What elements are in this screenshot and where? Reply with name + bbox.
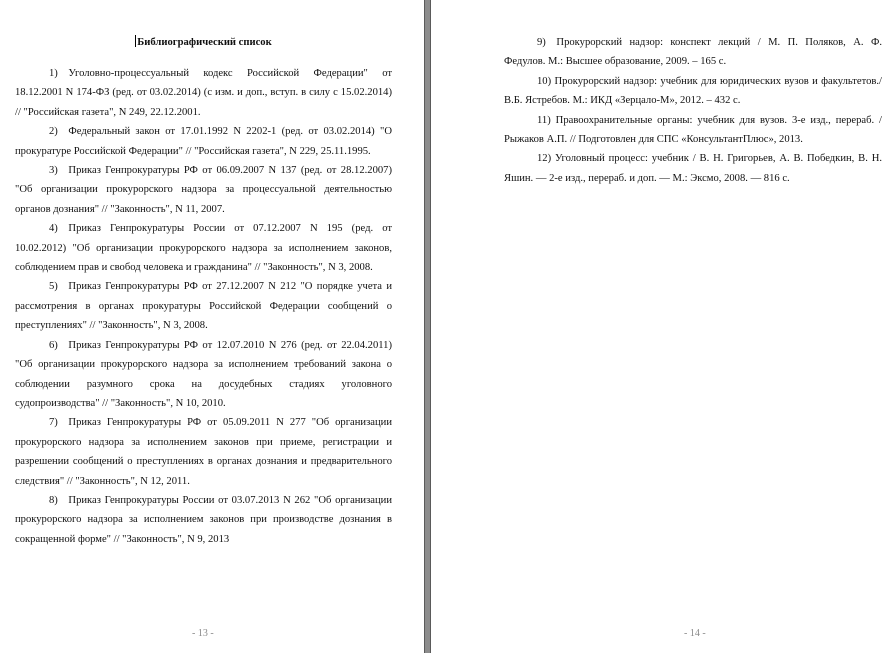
bibliography-entry-3: 3) Приказ Генпрокуратуры РФ от 06.09.2007 N 137 (ред. от 28.12.2007) "Об организации прокурорского надзора за процессуальной деятельностью органов дознания" // "Законность", N 11, 2007. [15,165,392,215]
bibliography-entry-4: 4) Приказ Генпрокуратуры России от 07.12.2007 N 195 (ред. от 10.02.2012) "Об организации прокурорского надзора за исполнением законов, соблюдением прав и свобод человека и гражданина" // "Законность", N 3, 2008. [15,223,392,274]
bibliography-entry-10: 10) Прокурорский надзор: учебник для юридических вузов и факультетов./ В.Б. Ястребов. М.: ИКД «Зерцало-М», 2012. – 432 с. [504,75,882,107]
page-number-14: - 14 - [684,628,706,639]
bibliography-entry-5: 5) Приказ Генпрокуратуры РФ от 27.12.2007 N 212 "О порядке учета и рассмотрения в органах прокуратуры Российской Федерации сообщений о преступлениях" // "Законность", N 3, 2008. [15,281,392,332]
page-gap-divider [424,0,431,653]
bibliography-entry-8: 8) Приказ Генпрокуратуры России от 03.07.2013 N 262 "Об организации прокурорского надзора за исполнением законов при производстве дознания в сокращенной форме" // "Законность", N 9, 2013 [15,494,392,545]
page-14-content [504,33,882,188]
page-13-content [15,33,392,549]
bibliography-entry-6: 6) Приказ Генпрокуратуры РФ от 12.07.2010 N 276 (ред. от 22.04.2011) "Об организации прокурорского надзора за исполнением требований закона о соблюдении разумного срока на досудебных стадиях уголовного судопроизводства" // "Законность", N 10, 2010. [15,339,392,409]
bibliography-entry-7: 7) Приказ Генпрокуратуры РФ от 05.09.2011 N 277 "Об организации прокурорского надзора за исполнением законов при приеме, регистрации и разрешении сообщений о преступлениях в органах дознания и предварительного следствия" // "Законность", N 12, 2011. [15,417,392,487]
bibliography-title: Библиографический список [137,37,272,48]
bibliography-entry-12: 12) Уголовный процесс: учебник / В. Н. Григорьев, А. В. Победкин, В. Н. Яшин. — 2-е изд., перераб. и доп. — М.: Эксмо, 2008. — 816 с. [504,153,882,184]
bibliography-entry-1: 1) Уголовно-процессуальный кодекс Российской Федерации" от 18.12.2001 N 174-ФЗ (ред. от 03.02.2014) (с изм. и доп., вступ. в силу с 15.02.2014) // "Российская газета", N 249, 22.12.2001. [15,68,392,118]
bibliography-entry-11: 11) Правоохранительные органы: учебник для вузов. 3-е изд., перераб. / Рыжаков А.П. // Подготовлен для СПС «КонсультантПлюс», 2013. [504,114,882,146]
bibliography-entry-2: 2) Федеральный закон от 17.01.1992 N 2202-1 (ред. от 03.02.2014) "О прокуратуре Российской Федерации" // "Российская газета", N 229, 25.11.1995. [15,126,392,157]
page-14 [431,0,891,653]
page-13 [0,0,424,653]
bibliography-entry-9: 9) Прокурорский надзор: конспект лекций / М. П. Поляков, А. Ф. Федулов. М.: Высшее образование, 2009. – 165 с. [504,37,882,68]
page-number-13: - 13 - [192,628,214,639]
